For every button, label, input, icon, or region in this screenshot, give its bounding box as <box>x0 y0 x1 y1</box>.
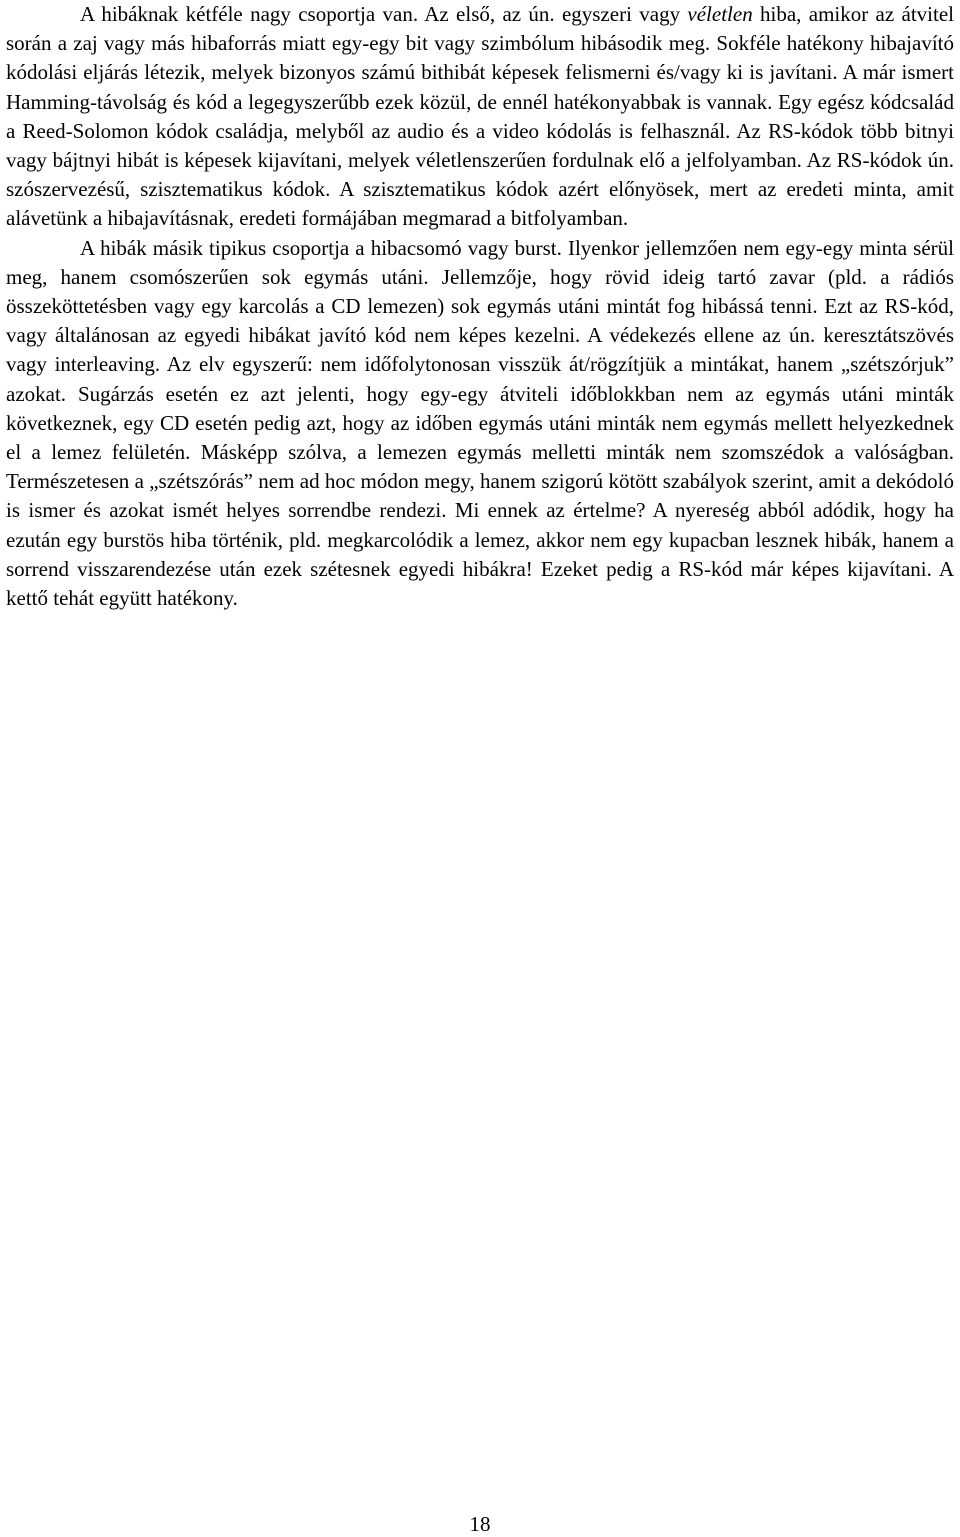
paragraph-1-italic-term: véletlen <box>687 2 753 26</box>
paragraph-1 <box>6 0 954 234</box>
paragraph-1-text-1: A hibáknak kétféle nagy csoportja van. Az első, az ún. egyszeri vagy <box>80 2 688 26</box>
body-text <box>6 0 954 613</box>
paragraph-2 <box>6 234 954 614</box>
paragraph-2-text: A hibák másik tipikus csoportja a hibacsomó vagy burst. Ilyenkor jellemzően nem egy-egy minta sérül meg, hanem csomószerűen sok egymás utáni. Jellemzője, hogy rövid ideig tartó zavar (pld. a rádiós összeköttetésben vagy egy karcolás a CD lemezen) sok egymás utáni mintát fog hibássá tenni. Ezt az RS-kód, vagy általánosan az egyedi hibákat javító kód nem képes kezelni. A védekezés ellene az ún. keresztátszövés vagy interleaving. Az elv egyszerű: nem időfolytonosan visszük át/rögzítjük a mintákat, hanem „szétszórjuk” azokat. Sugárzás esetén ez azt jelenti, hogy egy-egy átviteli időblokkban nem az egymás utáni minták következnek, egy CD esetén pedig azt, hogy az időben egymás utáni minták nem egymás mellett helyezkednek el a lemez felületén. Másképp szólva, a lemezen egymás melletti minták nem szomszédok a valóságban. Természetesen a „szétszórás” nem ad hoc módon megy, hanem szigorú kötött szabályok szerint, amit a dekódoló is ismer és azokat ismét helyes sorrendbe rendezi. Mi ennek az értelme? A nyereség abból adódik, hogy ha ezután egy burstös hiba történik, pld. megkarcolódik a lemez, akkor nem egy kupacban lesznek hibák, hanem a sorrend visszarendezése után ezek szétesnek egyedi hibákra! Ezeket pedig a RS-kód már képes kijavítani. A kettő tehát együtt hatékony. <box>6 235 954 611</box>
paragraph-1-text-2: hiba, amikor az átvitel során a zaj vagy más hibaforrás miatt egy-egy bit vagy szimbólum hibásodik meg. Sokféle hatékony hibajavító kódolási eljárás létezik, melyek bizonyos számú bithibát képesek felismerni és/vagy ki is javítani. A már ismert Hamming-távolság és kód a legegyszerűbb ezek közül, de ennél hatékonyabbak is vannak. Egy egész kódcsalád a Reed-Solomon kódok családja, melyből az audio és a video kódolás is felhasznál. Az RS-kódok több bitnyi vagy bájtnyi hibát is képesek kijavítani, melyek véletlenszerűen fordulnak elő a jelfolyamban. Az RS-kódok ún. szószervezésű, szisztematikus kódok. A szisztematikus kódok azért előnyösek, mert az eredeti minta, amit alávetünk a hibajavításnak, eredeti formájában megmarad a bitfolyamban. <box>6 2 954 231</box>
page-number: 18 <box>469 1512 491 1536</box>
